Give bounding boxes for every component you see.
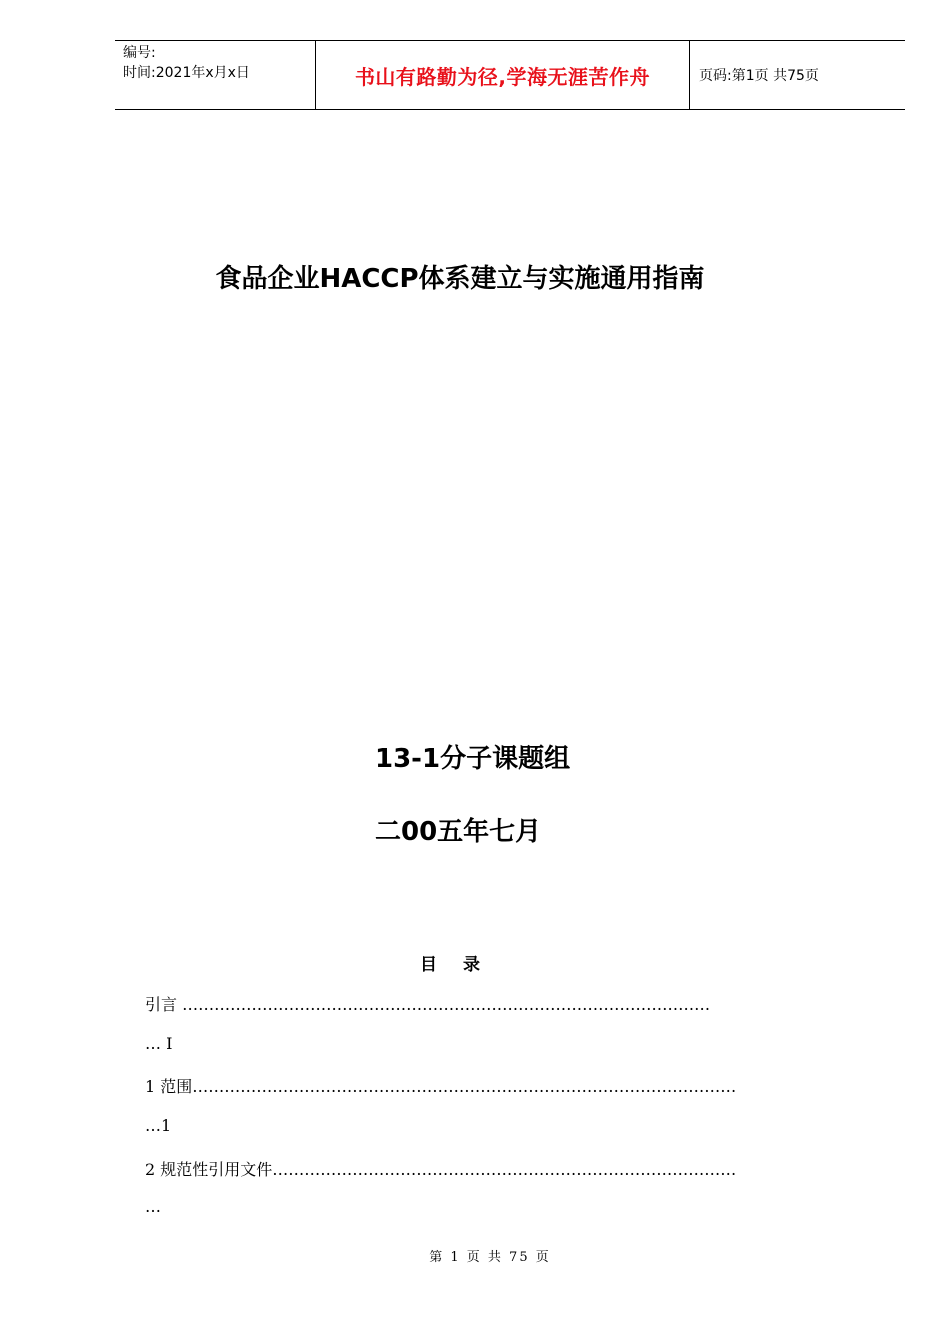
toc-line: 引言 ……………………………………………………………………………………… [145,995,711,1014]
page-info: 页码:第1页 共75页 [699,68,819,84]
header-meta-cell [115,41,316,109]
header-table [115,40,905,110]
document-title: 食品企业HACCP体系建立与实施通用指南 [215,264,705,294]
header-motto-cell [316,41,690,109]
toc-line: … [145,1197,161,1216]
toc-heading: 目 录 [420,955,490,975]
toc-line: …1 [145,1116,172,1135]
author-group: 13-1分子课题组 [375,744,571,774]
toc-line: 2 规范性引用文件…………………………………………………………………………… [145,1160,737,1179]
toc-line: 1 范围………………………………………………………………………………………… [145,1077,737,1096]
page-footer: 第 1 页 共 75 页 [429,1250,551,1265]
publication-date: 二00五年七月 [375,817,542,847]
header-page-cell [690,41,905,109]
motto-text: 书山有路勤为径,学海无涯苦作舟 [354,64,651,89]
toc-line: … I [145,1034,173,1053]
time-label: 时间:2021年x月x日 [123,65,250,81]
number-label: 编号: [123,45,156,61]
